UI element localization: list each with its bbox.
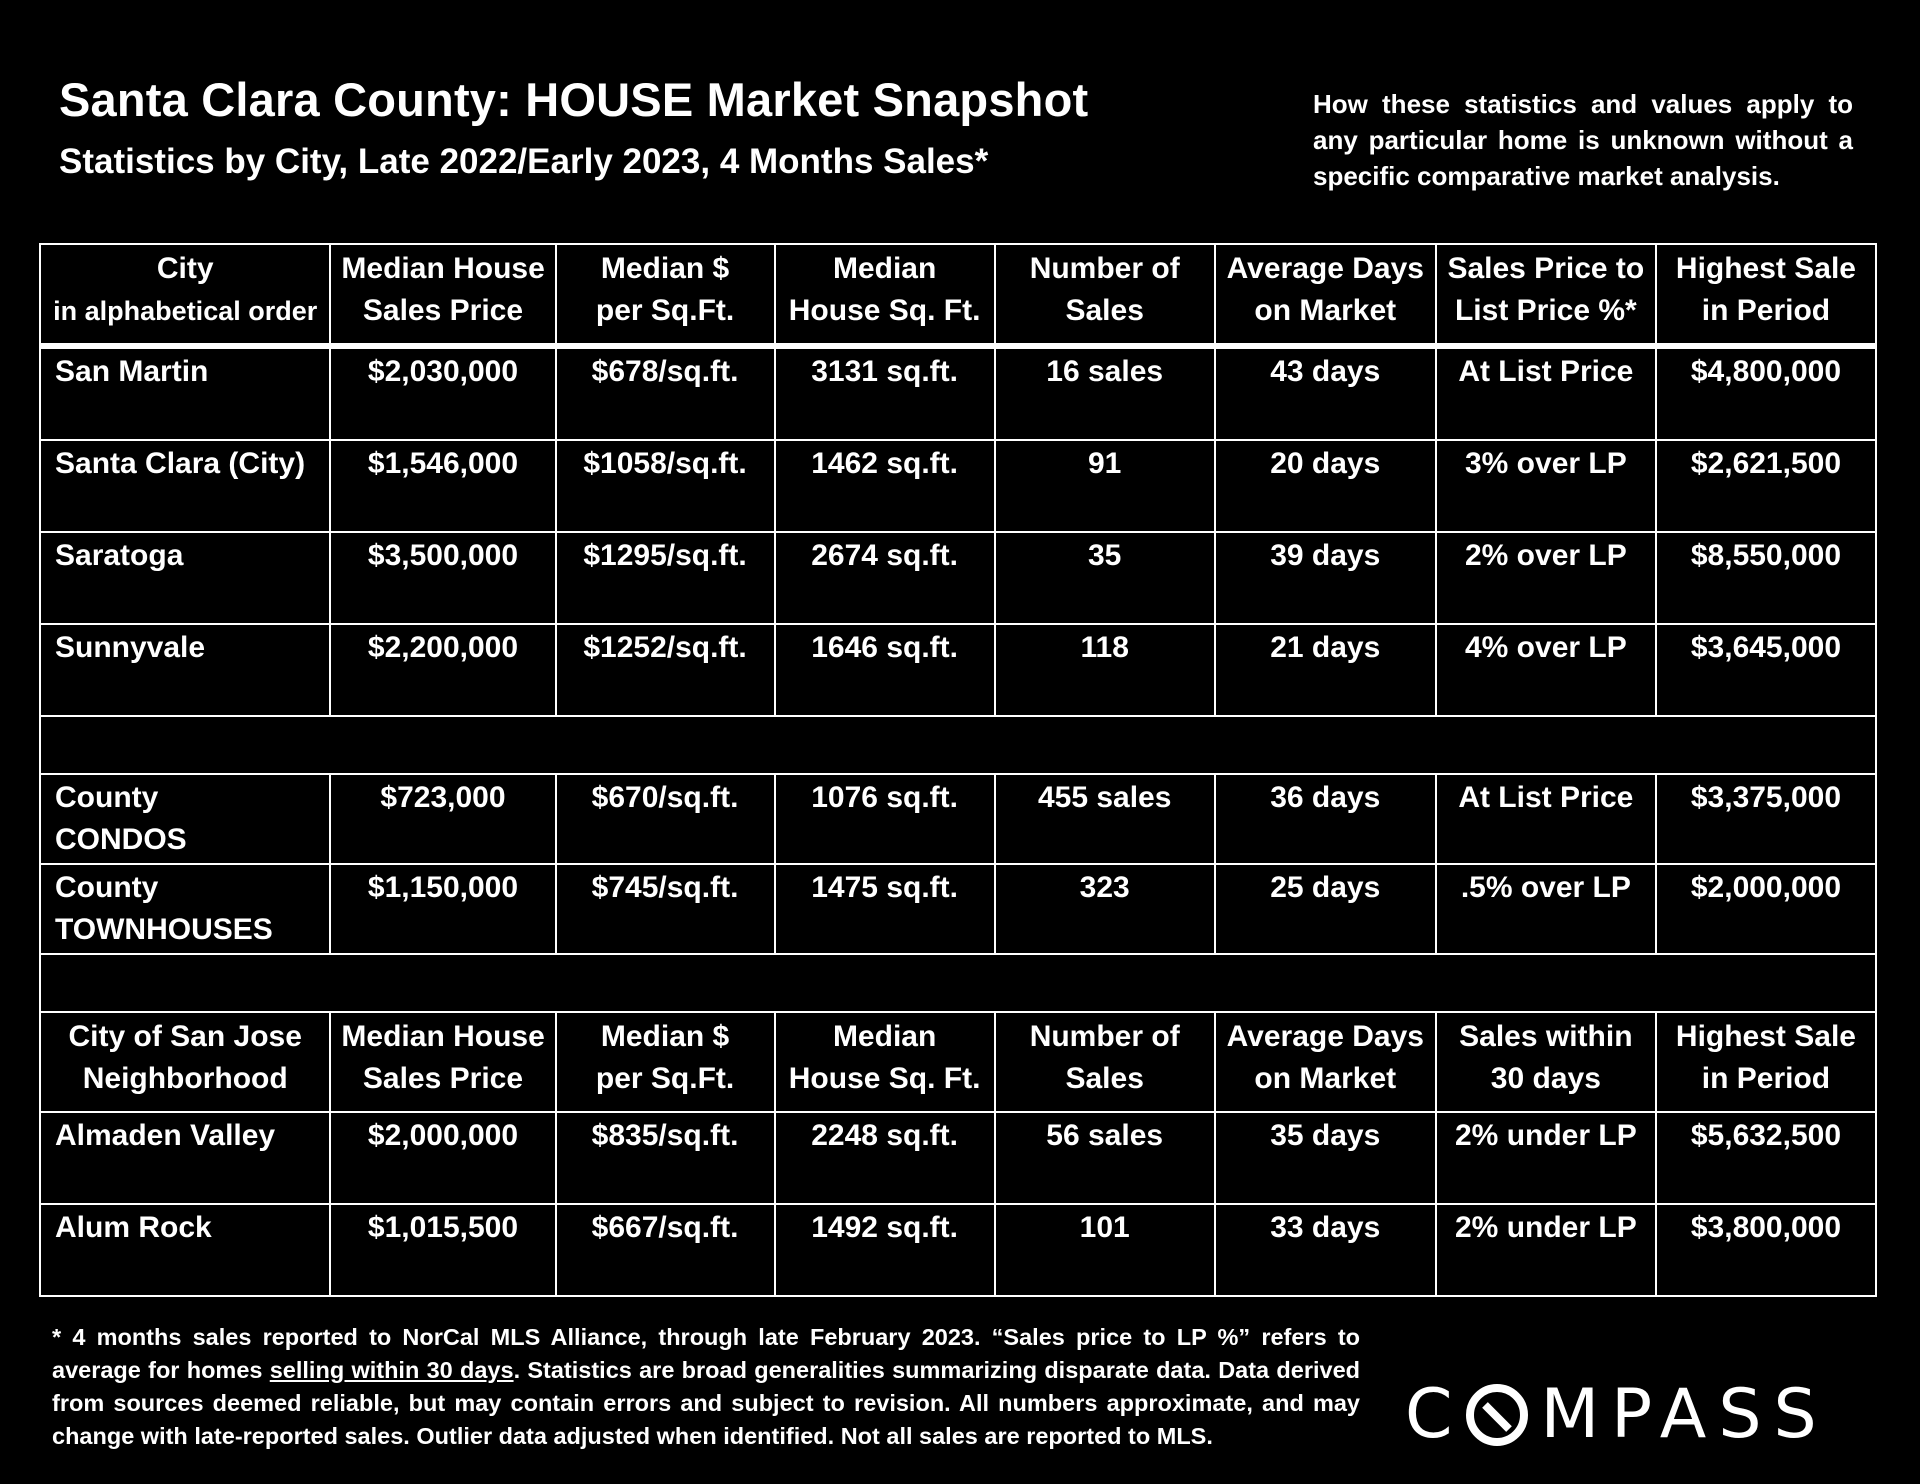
column-header: Number of Sales bbox=[995, 244, 1215, 346]
table-cell: $3,800,000 bbox=[1656, 1204, 1876, 1296]
market-stats-table bbox=[39, 243, 1877, 1297]
table-row bbox=[40, 1112, 1876, 1204]
table-cell: $2,000,000 bbox=[330, 1112, 555, 1204]
row-label: Sunnyvale bbox=[40, 624, 330, 716]
row-label: Alum Rock bbox=[40, 1204, 330, 1296]
row-label: Santa Clara (City) bbox=[40, 440, 330, 532]
footnote: * 4 months sales reported to NorCal MLS Alliance, through late February 2023. “Sales price to LP %” refers to average for homes selling within 30 days. Statistics are broad generalities summarizing disparate data. Data derived from sources deemed reliable, but may contain errors and subject to revision. All numbers approximate, and may change with late-reported sales. Outlier data adjusted when identified. Not all sales are reported to MLS. bbox=[52, 1324, 1360, 1449]
table-cell: 35 days bbox=[1215, 1112, 1436, 1204]
table-cell: 39 days bbox=[1215, 532, 1436, 624]
table-cell: At List Price bbox=[1436, 774, 1656, 864]
table-cell: $1058/sq.ft. bbox=[556, 440, 775, 532]
table-cell: 56 sales bbox=[995, 1112, 1215, 1204]
table-cell: $835/sq.ft. bbox=[556, 1112, 775, 1204]
table-cell: 20 days bbox=[1215, 440, 1436, 532]
table-cell: 21 days bbox=[1215, 624, 1436, 716]
spacer-row bbox=[40, 716, 1876, 774]
table-cell: 33 days bbox=[1215, 1204, 1436, 1296]
spacer-cell bbox=[40, 954, 1876, 1012]
spacer-row bbox=[40, 954, 1876, 1012]
table-cell: $678/sq.ft. bbox=[556, 346, 775, 440]
table-cell: 2% under LP bbox=[1436, 1204, 1656, 1296]
table-row bbox=[40, 774, 1876, 864]
table-cell: 1462 sq.ft. bbox=[775, 440, 995, 532]
table-cell: 455 sales bbox=[995, 774, 1215, 864]
table-cell: $2,000,000 bbox=[1656, 864, 1876, 954]
table-cell: $723,000 bbox=[330, 774, 555, 864]
table-cell: 1646 sq.ft. bbox=[775, 624, 995, 716]
table-cell: 101 bbox=[995, 1204, 1215, 1296]
column-header: Median $ per Sq.Ft. bbox=[556, 1012, 775, 1112]
table-cell: $3,500,000 bbox=[330, 532, 555, 624]
table-cell: $3,375,000 bbox=[1656, 774, 1876, 864]
table-cell: $1295/sq.ft. bbox=[556, 532, 775, 624]
table-cell: 3% over LP bbox=[1436, 440, 1656, 532]
column-header: Highest Sale in Period bbox=[1656, 1012, 1876, 1112]
column-header-neighborhood: City of San Jose Neighborhood bbox=[40, 1012, 330, 1112]
table-cell: $2,621,500 bbox=[1656, 440, 1876, 532]
column-header-city: City in alphabetical order bbox=[40, 244, 330, 346]
column-header: Median House Sales Price bbox=[330, 1012, 555, 1112]
table-cell: $5,632,500 bbox=[1656, 1112, 1876, 1204]
table-cell: $8,550,000 bbox=[1656, 532, 1876, 624]
table-cell: 1475 sq.ft. bbox=[775, 864, 995, 954]
table-cell: 1492 sq.ft. bbox=[775, 1204, 995, 1296]
page-subtitle: Statistics by City, Late 2022/Early 2023, 4 Months Sales* bbox=[59, 142, 989, 181]
column-header: Number of Sales bbox=[995, 1012, 1215, 1112]
compass-o-icon bbox=[1466, 1384, 1528, 1446]
column-header: Sales within 30 days bbox=[1436, 1012, 1656, 1112]
table-header-row bbox=[40, 1012, 1876, 1112]
table-row bbox=[40, 1204, 1876, 1296]
table-cell: At List Price bbox=[1436, 346, 1656, 440]
column-header: Average Days on Market bbox=[1215, 1012, 1436, 1112]
table-cell: 4% over LP bbox=[1436, 624, 1656, 716]
column-header: Median House Sq. Ft. bbox=[775, 244, 995, 346]
table-cell: 35 bbox=[995, 532, 1215, 624]
compass-logo: C MPASS bbox=[1405, 1375, 1829, 1454]
table-row bbox=[40, 440, 1876, 532]
column-header: Highest Sale in Period bbox=[1656, 244, 1876, 346]
table-row bbox=[40, 624, 1876, 716]
table-cell: 118 bbox=[995, 624, 1215, 716]
column-header: Average Days on Market bbox=[1215, 244, 1436, 346]
table-cell: 91 bbox=[995, 440, 1215, 532]
table-cell: $4,800,000 bbox=[1656, 346, 1876, 440]
table-cell: $667/sq.ft. bbox=[556, 1204, 775, 1296]
footnote-underlined: selling within 30 days bbox=[269, 1357, 514, 1383]
table-cell: $2,200,000 bbox=[330, 624, 555, 716]
column-header: Sales Price to List Price %* bbox=[1436, 244, 1656, 346]
table-cell: 2674 sq.ft. bbox=[775, 532, 995, 624]
row-label: County TOWNHOUSES bbox=[40, 864, 330, 954]
table-header-row bbox=[40, 244, 1876, 346]
table-cell: 36 days bbox=[1215, 774, 1436, 864]
column-header: Median House Sq. Ft. bbox=[775, 1012, 995, 1112]
table-cell: $1,015,500 bbox=[330, 1204, 555, 1296]
table-row bbox=[40, 864, 1876, 954]
table-cell: $1252/sq.ft. bbox=[556, 624, 775, 716]
table-cell: $1,546,000 bbox=[330, 440, 555, 532]
row-label: County CONDOS bbox=[40, 774, 330, 864]
spacer-cell bbox=[40, 716, 1876, 774]
table-cell: $2,030,000 bbox=[330, 346, 555, 440]
table-cell: .5% over LP bbox=[1436, 864, 1656, 954]
table-cell: $1,150,000 bbox=[330, 864, 555, 954]
table-cell: 3131 sq.ft. bbox=[775, 346, 995, 440]
table-cell: 323 bbox=[995, 864, 1215, 954]
table-row bbox=[40, 346, 1876, 440]
table-cell: $670/sq.ft. bbox=[556, 774, 775, 864]
top-disclaimer: How these statistics and values apply to any particular home is unknown without a specific comparative market analysis. bbox=[1313, 89, 1853, 191]
table-cell: 25 days bbox=[1215, 864, 1436, 954]
table-cell: $745/sq.ft. bbox=[556, 864, 775, 954]
table-cell: 2% under LP bbox=[1436, 1112, 1656, 1204]
table-cell: 2% over LP bbox=[1436, 532, 1656, 624]
table-cell: 2248 sq.ft. bbox=[775, 1112, 995, 1204]
table-cell: 1076 sq.ft. bbox=[775, 774, 995, 864]
row-label: Almaden Valley bbox=[40, 1112, 330, 1204]
row-label: Saratoga bbox=[40, 532, 330, 624]
table-cell: $3,645,000 bbox=[1656, 624, 1876, 716]
row-label: San Martin bbox=[40, 346, 330, 440]
table-row bbox=[40, 532, 1876, 624]
column-header: Median $ per Sq.Ft. bbox=[556, 244, 775, 346]
page-title: Santa Clara County: HOUSE Market Snapshot bbox=[59, 73, 1089, 126]
table-cell: 43 days bbox=[1215, 346, 1436, 440]
table-cell: 16 sales bbox=[995, 346, 1215, 440]
column-header: Median House Sales Price bbox=[330, 244, 555, 346]
